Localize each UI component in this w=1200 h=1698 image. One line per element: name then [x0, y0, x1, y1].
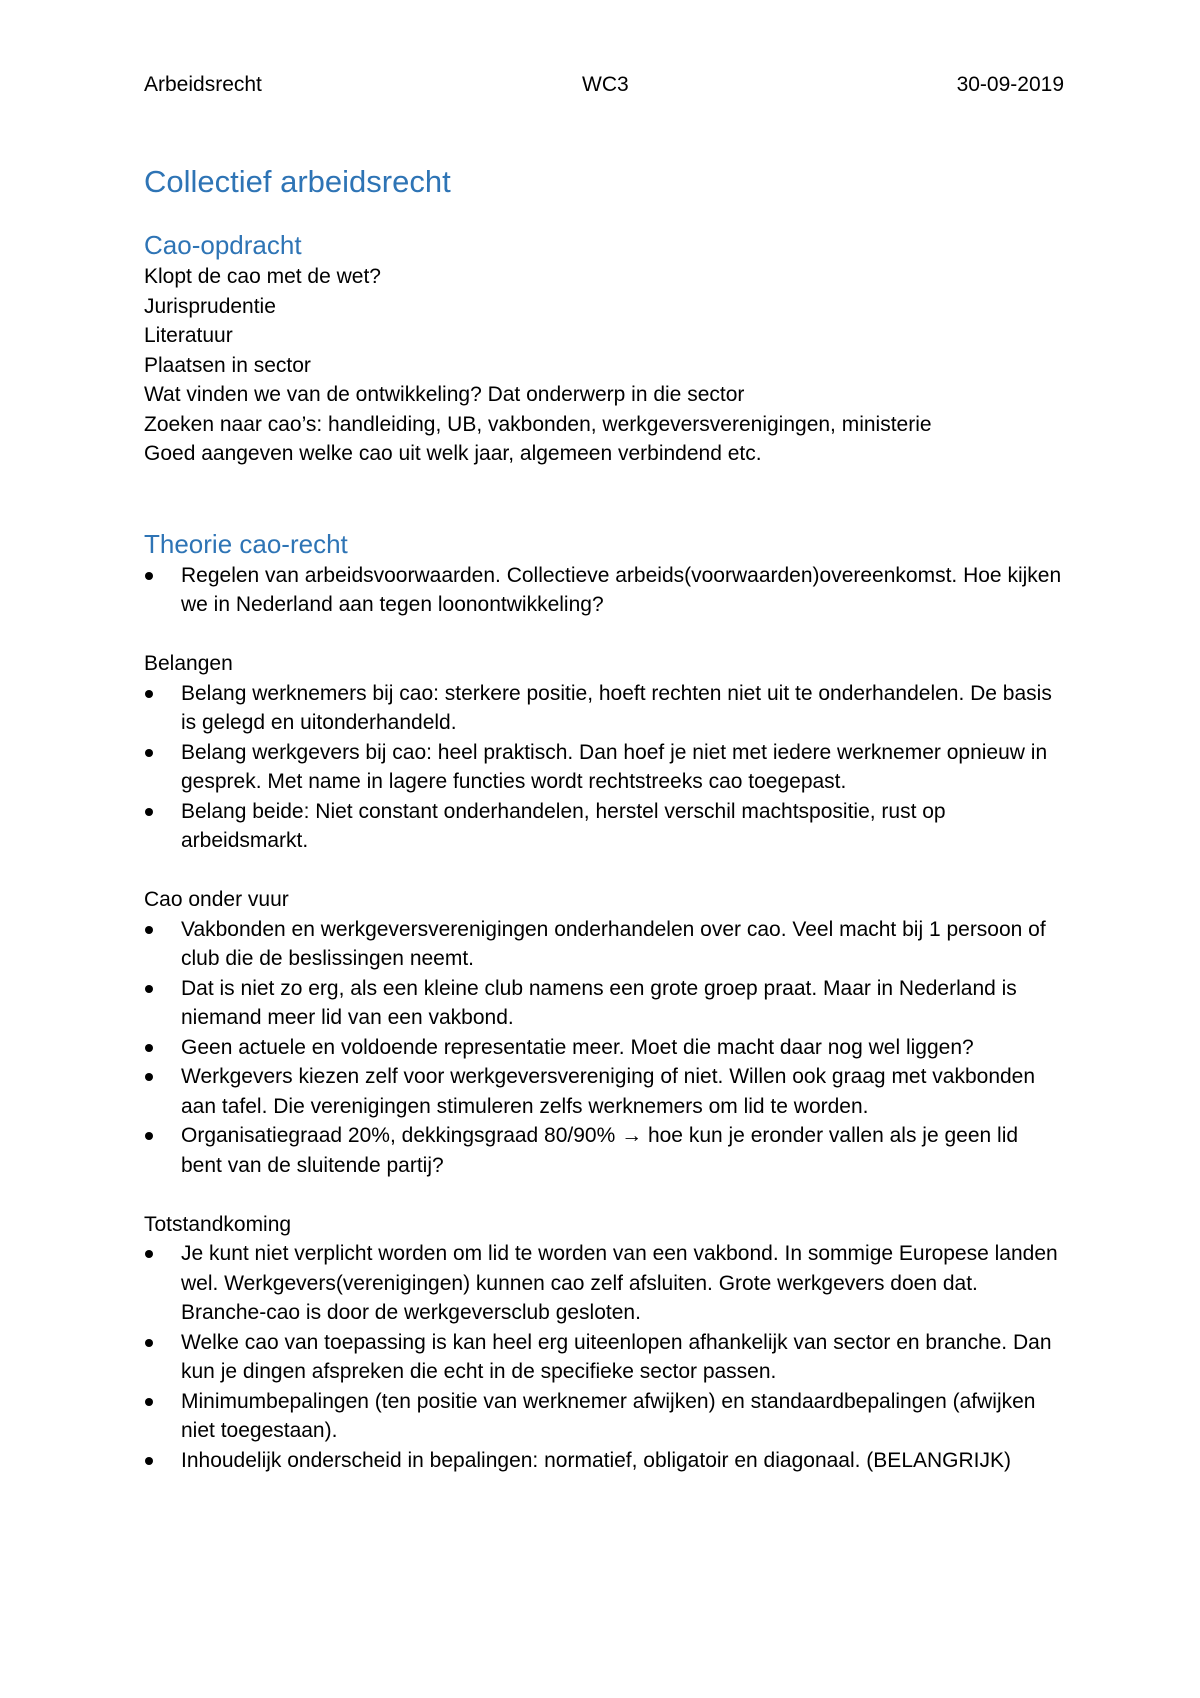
bullet-icon — [145, 985, 153, 993]
list-item — [144, 561, 1064, 620]
header-center: WC3 — [582, 73, 629, 96]
list-item-text: Dat is niet zo erg, als een kleine club namens een grote groep praat. Maar in Nederland is niemand meer lid van een vakbond. — [181, 976, 1017, 1029]
bullet-icon — [145, 1398, 153, 1406]
list-item — [144, 1062, 1064, 1121]
bullet-icon — [145, 1339, 153, 1347]
header-left: Arbeidsrecht — [144, 73, 262, 96]
text-line: Jurisprudentie — [144, 294, 276, 318]
list-item-text: Vakbonden en werkgeversverenigingen onderhandelen over cao. Veel macht bij 1 persoon of club die de beslissingen neemt. — [181, 917, 1046, 970]
list-item-text: Geen actuele en voldoende representatie meer. Moet die macht daar nog wel liggen? — [181, 1035, 974, 1059]
subheading-cao-onder-vuur: Cao onder vuur — [144, 888, 289, 911]
subheading-totstandkoming: Totstandkoming — [144, 1212, 292, 1236]
document-title: Collectief arbeidsrecht — [144, 164, 451, 199]
document-page — [144, 70, 1064, 1475]
list-item — [144, 1121, 1064, 1180]
list-item-text: Welke cao van toepassing is kan heel erg uiteenlopen afhankelijk van sector en branche. Dan kun je dingen afspreken die echt in de specifieke sector passen. — [181, 1330, 1052, 1383]
section-heading-theorie-cao-recht: Theorie cao-recht — [144, 528, 348, 559]
list-item-text: Inhoudelijk onderscheid in bepalingen: normatief, obligatoir en diagonaal. (BELANGRIJK) — [181, 1448, 1012, 1472]
list-item — [144, 1033, 1064, 1063]
list-item — [144, 1328, 1064, 1387]
list-item — [144, 915, 1064, 974]
list-item — [144, 974, 1064, 1033]
list-item — [144, 679, 1064, 738]
page-header — [144, 70, 1064, 100]
bullet-icon — [145, 808, 153, 816]
bullet-list-totstandkoming — [144, 1239, 1064, 1475]
list-item — [144, 1387, 1064, 1446]
list-item — [144, 738, 1064, 797]
list-item-text: Belang werkgevers bij cao: heel praktisch. Dan hoef je niet met iedere werknemer opnieuw in gesprek. Met name in lagere functies wordt rechtstreeks cao toegepast. — [181, 740, 1048, 793]
text-line: Zoeken naar cao’s: handleiding, UB, vakbonden, werkgeversverenigingen, ministerie — [144, 412, 932, 436]
text-line: Plaatsen in sector — [144, 353, 311, 377]
list-item-text: Minimumbepalingen (ten positie van werknemer afwijken) en standaardbepalingen (afwijken niet toegestaan). — [181, 1389, 1036, 1442]
bullet-icon — [145, 1250, 153, 1258]
list-item-text: Organisatiegraad 20%, dekkingsgraad 80/90% → hoe kun je eronder vallen als je geen lid bent van de sluitende partij? — [181, 1124, 1019, 1177]
list-item-text: Werkgevers kiezen zelf voor werkgeversvereniging of niet. Willen ook graag met vakbonden aan tafel. Die verenigingen stimuleren zelfs werknemers om lid te worden. — [181, 1065, 1036, 1118]
list-item-text: Belang werknemers bij cao: sterkere positie, hoeft rechten niet uit te onderhandelen. De basis is gelegd en uitonderhandeld. — [181, 681, 1052, 734]
section-heading-cao-opdracht: Cao-opdracht — [144, 230, 302, 260]
list-item — [144, 797, 1064, 856]
list-item — [144, 1239, 1064, 1328]
list-item-text: Je kunt niet verplicht worden om lid te worden van een vakbond. In sommige Europese landen wel. Werkgevers(verenigingen) kunnen cao zelf afsluiten. Grote werkgevers doen dat. Branche-cao is door de werkgeversclub gesloten. — [181, 1242, 1058, 1324]
bullet-icon — [145, 926, 153, 934]
bullet-icon — [145, 1457, 153, 1465]
text-line: Literatuur — [144, 324, 233, 347]
bullet-icon — [145, 1132, 153, 1140]
bullet-list-belangen — [144, 679, 1064, 856]
bullet-list-cao-onder-vuur — [144, 915, 1064, 1181]
list-item-text: Belang beide: Niet constant onderhandelen, herstel verschil machtspositie, rust op arbeidsmarkt. — [181, 799, 946, 852]
list-item — [144, 1446, 1064, 1476]
header-right: 30-09-2019 — [956, 73, 1064, 96]
bullet-icon — [145, 749, 153, 757]
bullet-icon — [145, 1073, 153, 1081]
text-line: Wat vinden we van de ontwikkeling? Dat onderwerp in die sector — [144, 383, 745, 406]
bullet-icon — [145, 572, 153, 580]
text-line: Goed aangeven welke cao uit welk jaar, algemeen verbindend etc. — [144, 442, 762, 465]
bullet-list-intro — [144, 561, 1064, 620]
subheading-belangen: Belangen — [144, 652, 233, 675]
text-line: Klopt de cao met de wet? — [144, 265, 381, 288]
bullet-icon — [145, 1044, 153, 1052]
bullet-icon — [145, 690, 153, 698]
list-item-text: Regelen van arbeidsvoorwaarden. Collectieve arbeids(voorwaarden)overeenkomst. Hoe kijken we in Nederland aan tegen loonontwikkeling? — [181, 563, 1062, 616]
